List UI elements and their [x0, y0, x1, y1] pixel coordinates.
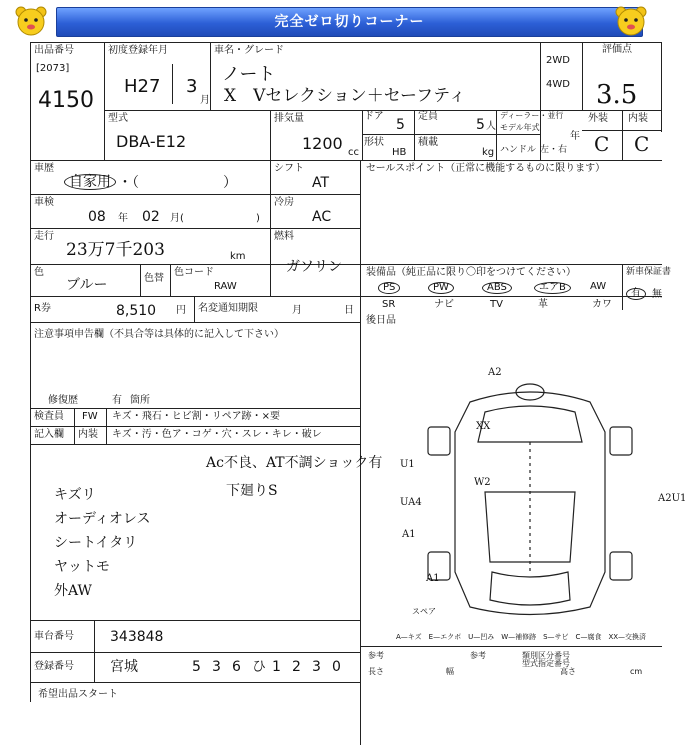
damage-legend: A—キズ E—エクボ U—凹み W—補修跡 S—サビ C—腐食 XX—交換済 — [396, 633, 647, 641]
capacity-unit: 人 — [486, 121, 496, 132]
mark-xx: XX — [476, 421, 491, 432]
rule — [94, 620, 95, 682]
exterior-label: 外装 — [588, 113, 608, 124]
equip-item: TV — [490, 299, 503, 310]
mark-w2: W2 — [474, 477, 491, 488]
handle-label: ハンドル — [500, 145, 537, 155]
rule — [194, 296, 195, 322]
doors-label: ドア — [364, 111, 384, 122]
footer-cls: 類別区分番号 — [522, 651, 570, 660]
car-label: 車名・グレード — [214, 45, 284, 56]
displacement-unit: cc — [348, 147, 359, 158]
lot-number: 4150 — [38, 88, 94, 113]
rule — [622, 110, 623, 160]
warranty-label: 新車保証書 — [626, 267, 672, 277]
mark-a1-left: A1 — [402, 529, 416, 540]
score-label: 評価点 — [602, 44, 632, 55]
model-value: DBA-E12 — [116, 132, 187, 151]
displacement-label: 排気量 — [274, 113, 304, 124]
check-int-items: キズ・汚・色ア・コゲ・穴・スレ・キレ・破レ — [112, 429, 322, 440]
capacity-label: 定員 — [418, 111, 438, 122]
equip-item: AW — [590, 281, 607, 292]
first-reg-year: H27 — [124, 76, 161, 97]
color-change-label: 色替 — [144, 273, 164, 284]
check-fw-items: キズ・飛石・ヒビ割・リペア跡・×要 — [112, 411, 280, 422]
rule — [30, 408, 360, 409]
inspection-year-unit: 年 — [118, 213, 128, 224]
rule — [30, 194, 360, 195]
equip-item: エアB — [534, 282, 571, 294]
inspector-note-item: ヤットモ — [54, 559, 110, 575]
inspector-note-item: 外AW — [54, 583, 92, 599]
shape-label: 形状 — [364, 137, 384, 148]
rule — [582, 42, 583, 110]
equipment-label: 装備品（純正品に限り〇印をつけてください） — [366, 267, 576, 278]
inspection-month: 02 — [142, 209, 160, 225]
bear-mascot-icon — [614, 4, 648, 38]
car-name: ノート — [222, 64, 276, 85]
car-grade: X Vセレクション＋セーフティ — [224, 86, 466, 106]
warranty-none: 無 — [652, 289, 662, 300]
check-label: 検査員 — [34, 411, 64, 422]
inspection-year: 08 — [88, 209, 106, 225]
inspector-note-item: シートイタリ — [54, 535, 138, 551]
equip-item: カワ — [592, 299, 612, 310]
mileage-label: 走行 — [34, 231, 54, 242]
footer-size: 長さ — [368, 667, 384, 676]
lot-sub: [2073] — [36, 63, 70, 74]
rule — [30, 444, 360, 445]
shift-value: AT — [312, 175, 330, 191]
rule — [360, 160, 361, 745]
history-label: 車歴 — [34, 163, 54, 174]
note-label: 記入欄 — [34, 429, 64, 440]
mark-a1-bottom: A1 — [426, 573, 440, 584]
registration-label: 登録番号 — [34, 661, 74, 672]
check-fw: FW — [82, 411, 98, 422]
fuel-value: ガソリン — [286, 259, 342, 275]
equip-item: PW — [428, 282, 454, 294]
repair-value: 有 — [112, 395, 122, 406]
repair-place: 箇所 — [130, 395, 150, 406]
footer-width: 幅 — [446, 667, 454, 676]
rule — [210, 42, 211, 110]
car-diagram — [410, 372, 650, 632]
inspection-close: ) — [256, 213, 260, 224]
chassis-value: 343848 — [110, 629, 164, 645]
header — [0, 0, 700, 44]
registration-digit: 3 — [312, 659, 321, 675]
interior-label: 内装 — [628, 113, 648, 124]
recycle-value: 8,510 — [116, 303, 157, 319]
aircon-value: AC — [312, 209, 332, 225]
model-year-unit: 年 — [570, 131, 580, 142]
drive-2wd: 2WD — [546, 55, 570, 66]
mileage-value: 23万7千203 — [66, 240, 165, 260]
banner-title: 完全ゼロ切りコーナー — [56, 7, 643, 37]
score-value: 3.5 — [596, 80, 638, 110]
rule — [270, 110, 271, 160]
rule — [30, 620, 360, 621]
exterior-value: C — [594, 132, 610, 156]
rule — [30, 322, 360, 323]
equip-item: ナビ — [434, 299, 454, 310]
mark-u1: U1 — [400, 459, 415, 470]
footer-cm: cm — [630, 667, 643, 676]
capacity-value: 5 — [476, 117, 485, 133]
registration-digit: ひ — [252, 659, 266, 675]
registration-digit: 2 — [292, 659, 301, 675]
rule — [170, 264, 171, 296]
footer-ref2: 参考 — [470, 651, 486, 660]
doors-value: 5 — [396, 117, 405, 133]
chassis-label: 車台番号 — [34, 631, 74, 642]
inspector-note-top2: 下廻りS — [226, 483, 278, 499]
mark-a2u1: A2U1 — [658, 493, 687, 504]
rule — [661, 42, 662, 132]
registration-digit: 5 — [192, 659, 201, 675]
model-year-label: モデル年式 — [500, 123, 540, 132]
auction-sheet — [30, 42, 692, 702]
rear-label: 後日品 — [366, 315, 396, 326]
rule — [30, 296, 662, 297]
rule — [362, 134, 540, 135]
rule — [30, 264, 662, 265]
car-hood — [478, 406, 582, 442]
history-rest: ・（ ） — [118, 175, 237, 191]
color-code: RAW — [214, 281, 237, 292]
transfer-month: 月 — [292, 305, 302, 316]
recycle-label: R券 — [34, 303, 51, 314]
equip-item: PS — [378, 282, 400, 294]
shift-label: シフト — [274, 163, 304, 174]
check-int: 内装 — [78, 429, 98, 440]
bear-mascot-icon — [14, 4, 48, 38]
wheel-front-right — [610, 427, 632, 455]
inspector-note-item: オーディオレス — [54, 511, 151, 527]
first-reg-month-unit: 月 — [200, 95, 210, 106]
interior-value: C — [634, 132, 650, 156]
lot-label: 出品番号 — [34, 45, 74, 56]
fuel-label: 燃料 — [274, 231, 294, 242]
equip-item: ABS — [482, 282, 512, 294]
color-label: 色 — [34, 267, 44, 278]
rule — [540, 42, 541, 160]
rule — [622, 264, 623, 310]
registration-digit: 1 — [272, 659, 281, 675]
drive-4wd: 4WD — [546, 79, 570, 90]
rule — [30, 42, 31, 702]
displacement-value: 1200 — [302, 134, 343, 153]
registration-pref: 宮城 — [110, 659, 138, 675]
sales-point-label: セールスポイント（正常に機能するものに限ります） — [366, 163, 606, 174]
rule — [30, 426, 360, 427]
wheel-rear-right — [610, 552, 632, 580]
footer-height: 高さ — [560, 667, 576, 676]
recycle-unit: 円 — [176, 305, 186, 316]
rule — [30, 160, 662, 161]
rule — [74, 408, 75, 444]
car-trunk — [490, 572, 570, 605]
first-reg-month: 3 — [186, 76, 198, 97]
rule — [360, 646, 662, 647]
wheel-front-left — [428, 427, 450, 455]
footer-ref1: 参考 — [368, 651, 384, 660]
registration-digit: 6 — [232, 659, 241, 675]
inspector-note-top1: Ac不良、AT不調ショック有 — [206, 455, 383, 471]
transfer-day: 日 — [344, 305, 354, 316]
load-label: 積載 — [418, 137, 438, 148]
rule — [30, 682, 360, 683]
handle-options: 左・右 — [540, 145, 568, 155]
registration-digit: 0 — [332, 659, 341, 675]
aircon-label: 冷房 — [274, 197, 294, 208]
color-value: ブルー — [66, 277, 108, 293]
notes-label: 注意事項申告欄（不具合等は具体的に記入して下さい） — [34, 329, 284, 340]
rule — [104, 42, 105, 160]
equip-item: 革 — [538, 299, 548, 310]
history-value: 自家用 — [64, 174, 116, 190]
rule — [30, 228, 360, 229]
rule — [106, 408, 107, 444]
load-unit: kg — [482, 147, 495, 158]
repair-label: 修復歴 — [48, 395, 78, 406]
equip-item: SR — [382, 299, 396, 310]
inspection-month-unit: 月( — [170, 213, 184, 224]
rule — [30, 42, 662, 43]
mark-a2: A2 — [488, 367, 502, 378]
inspection-label: 車検 — [34, 197, 54, 208]
first-reg-label: 初度登録年月 — [108, 45, 168, 56]
shape-value: HB — [392, 147, 407, 158]
model-label: 型式 — [108, 113, 128, 124]
mileage-unit: km — [230, 251, 246, 262]
rule — [30, 652, 360, 653]
rule — [140, 264, 141, 296]
mark-spare: スペア — [412, 607, 436, 616]
inspector-note-item: キズリ — [54, 487, 96, 503]
registration-digit: 3 — [212, 659, 221, 675]
footer-cls2: 型式指定番号 — [522, 659, 570, 668]
warranty-has: 有 — [626, 288, 646, 300]
transfer-label: 名変通知期限 — [198, 303, 258, 314]
mark-ua4: UA4 — [400, 497, 422, 508]
color-code-label: 色コード — [174, 267, 214, 278]
footer-bottom: 希望出品スタート — [38, 689, 118, 700]
dealer-label: ディーラー・並行 — [500, 111, 564, 120]
